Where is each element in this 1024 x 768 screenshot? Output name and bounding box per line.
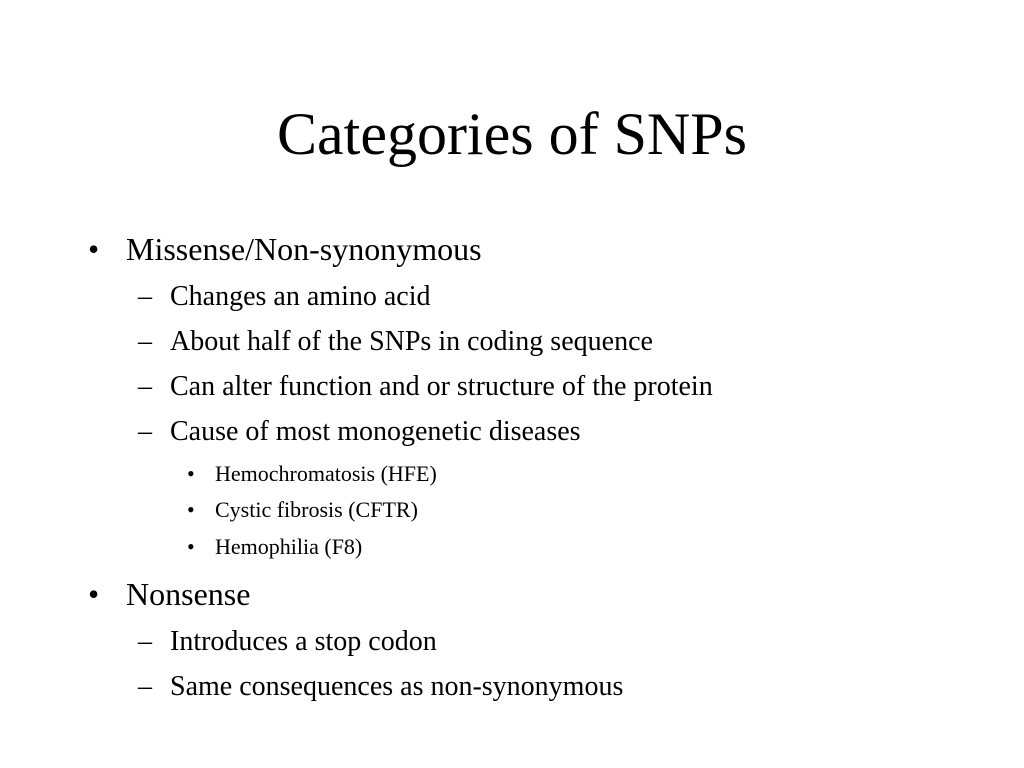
sub-sub-bullet-item: Hemophilia (F8) [215, 534, 363, 559]
sub-sub-bullet-item: Cystic fibrosis (CFTR) [215, 497, 418, 522]
sub-bullet-item: Introduces a stop codon [170, 626, 437, 657]
sub-bullet-marker: – [138, 626, 152, 657]
sub-bullet-marker: – [138, 371, 152, 402]
sub-bullet-marker: – [138, 326, 152, 357]
sub-sub-bullet-item: Hemochromatosis (HFE) [215, 461, 437, 486]
sub-sub-bullet-marker: • [187, 461, 195, 486]
sub-sub-bullet-marker: • [187, 497, 195, 522]
sub-bullet-item: Changes an amino acid [170, 281, 431, 312]
sub-bullet-item: Cause of most monogenetic diseases [170, 416, 581, 447]
bullet-missense: Missense/Non-synonymous [126, 231, 482, 267]
sub-bullet-item: About half of the SNPs in coding sequence [170, 326, 653, 357]
sub-bullet-marker: – [138, 281, 152, 312]
bullet-nonsense: Nonsense [126, 576, 251, 612]
sub-sub-bullet-marker: • [187, 534, 195, 559]
bullet-marker: • [88, 576, 100, 612]
sub-bullet-item: Can alter function and or structure of the protein [170, 371, 713, 402]
bullet-marker: • [88, 231, 100, 267]
sub-bullet-marker: – [138, 416, 152, 447]
sub-bullet-marker: – [138, 671, 152, 702]
sub-bullet-item: Same consequences as non-synonymous [170, 671, 624, 702]
slide-title: Categories of SNPs [277, 101, 747, 167]
